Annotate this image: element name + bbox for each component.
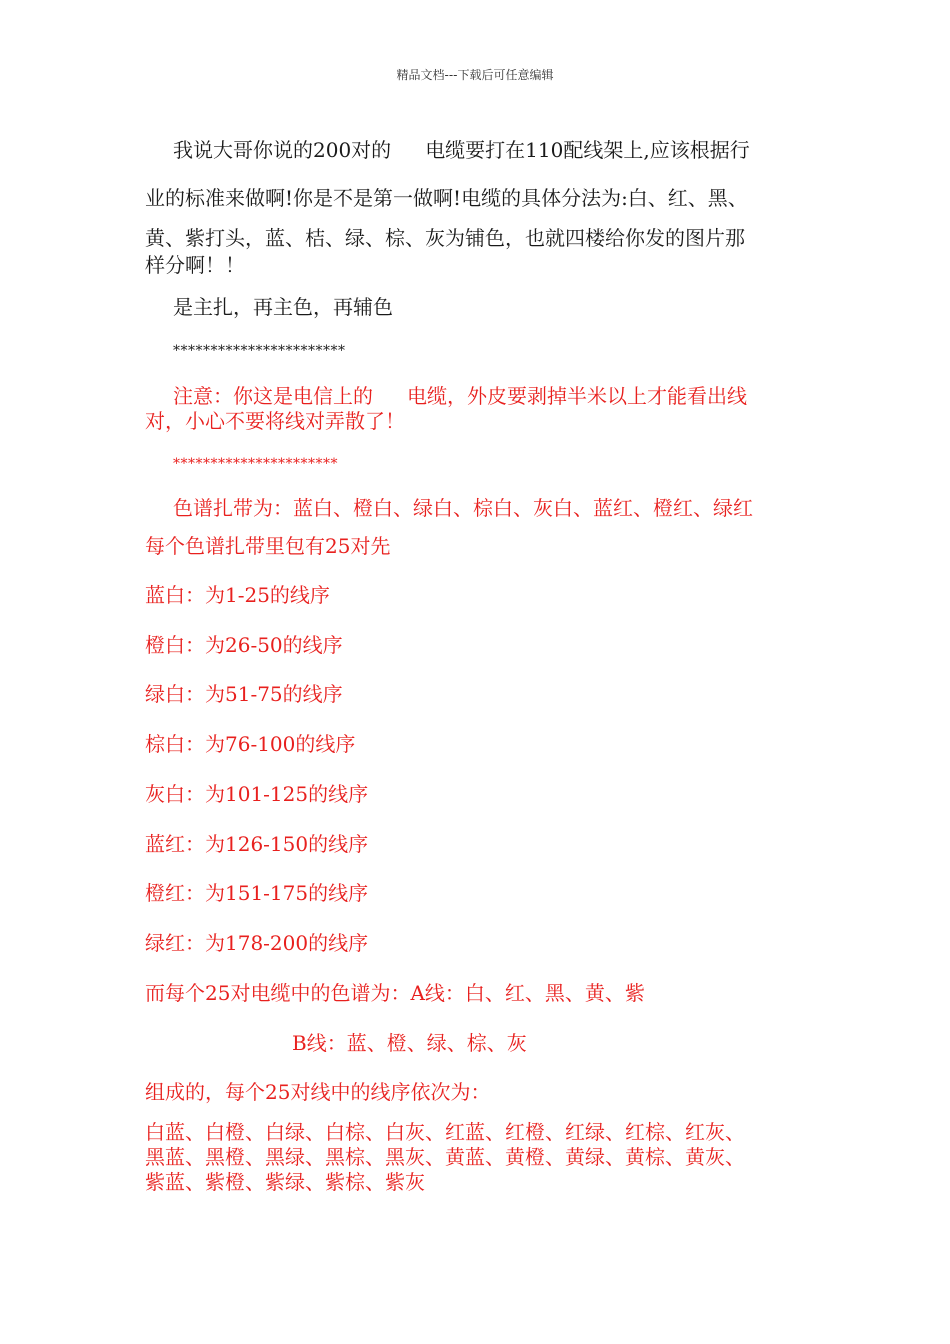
range-item: 绿红：为178-200的线序 bbox=[145, 931, 369, 955]
sequence-line: 黑蓝、黑橙、黑绿、黑棕、黑灰、黄蓝、黄橙、黄绿、黄棕、黄灰、 bbox=[145, 1145, 745, 1169]
spectrum-a-line: 而每个25对电缆中的色谱为：A线：白、红、黑、黄、紫 bbox=[145, 981, 645, 1005]
separator-stars-1: *********************** bbox=[173, 343, 346, 359]
intro-line-1 bbox=[173, 138, 750, 162]
warning-line-2: 对，小心不要将线对弄散了！ bbox=[145, 409, 405, 433]
spectrum-b-line: B线：蓝、橙、绿、棕、灰 bbox=[292, 1031, 527, 1055]
bands-line-2: 每个色谱扎带里包有25对先 bbox=[145, 534, 391, 558]
warning-line-1 bbox=[173, 384, 747, 408]
intro-line-3: 黄、紫打头，蓝、桔、绿、棕、灰为铺色，也就四楼给你发的图片那 bbox=[145, 226, 745, 250]
range-item: 蓝红：为126-150的线序 bbox=[145, 832, 369, 856]
intro-line-1-part-a: 我说大哥你说的200对的 bbox=[173, 138, 392, 162]
range-item: 橙红：为151-175的线序 bbox=[145, 881, 369, 905]
range-item: 棕白：为76-100的线序 bbox=[145, 732, 356, 756]
range-item: 灰白：为101-125的线序 bbox=[145, 782, 369, 806]
note-line: 是主扎，再主色，再辅色 bbox=[173, 295, 393, 319]
spectrum-composed-line: 组成的，每个25对线中的线序依次为： bbox=[145, 1080, 491, 1104]
sequence-line: 紫蓝、紫橙、紫绿、紫棕、紫灰 bbox=[145, 1170, 425, 1194]
bands-line-1: 色谱扎带为：蓝白、橙白、绿白、棕白、灰白、蓝红、橙红、绿红 bbox=[173, 496, 753, 520]
intro-line-2: 业的标准来做啊!你是不是第一做啊!电缆的具体分法为:白、红、黑、 bbox=[145, 186, 748, 210]
range-item: 绿白：为51-75的线序 bbox=[145, 682, 343, 706]
sequence-line: 白蓝、白橙、白绿、白棕、白灰、红蓝、红橙、红绿、红棕、红灰、 bbox=[145, 1120, 745, 1144]
range-item: 蓝白：为1-25的线序 bbox=[145, 583, 330, 607]
intro-line-1-part-b: 电缆要打在110配线架上,应该根据行 bbox=[425, 138, 750, 162]
page-header: 精品文档---下载后可任意编辑 bbox=[396, 68, 554, 82]
separator-stars-2: ********************** bbox=[173, 456, 338, 472]
range-item: 橙白：为26-50的线序 bbox=[145, 633, 343, 657]
intro-line-4: 样分啊！！ bbox=[145, 253, 245, 277]
warning-line-1-part-a: 注意：你这是电信上的 bbox=[173, 384, 373, 408]
warning-line-1-part-b: 电缆，外皮要剥掉半米以上才能看出线 bbox=[407, 384, 747, 408]
